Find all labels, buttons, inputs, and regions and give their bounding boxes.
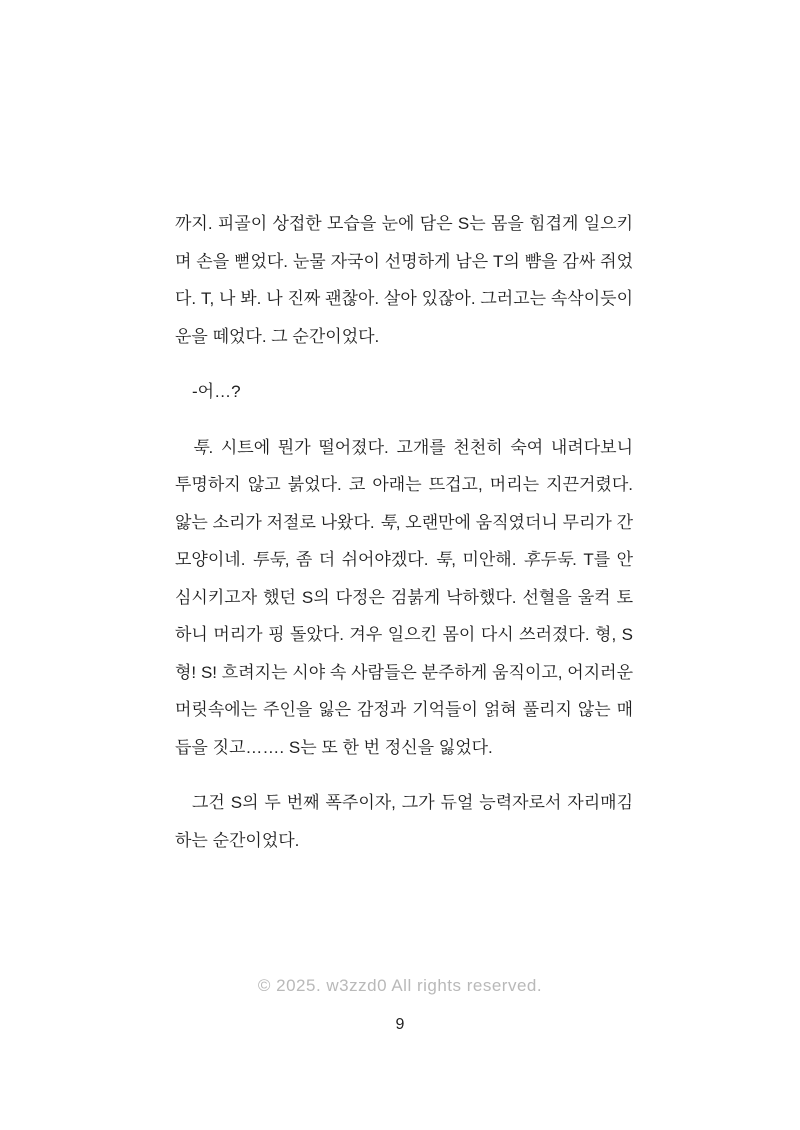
paragraph-text: . T를 안심시키고자 했던 S의 다정은 검붉게 낙하했다. 선혈을 울컥 토하니 머리가 핑 돌았다. 겨우 일으킨 몸이 다시 쓰러졌다. 형, S 형! S! 흐려지는 시야 속 사람들은 분주하게 움직이고, 어지러운 머릿속에는 주인을 잃은 감정과 기억들이 얽혀 풀리지 않는 매듭을 짓고……. S는 또 한 번 정신을 잃었다. (175, 550, 633, 757)
paragraph-text: 그건 S의 두 번째 폭주이자, 그가 듀얼 능력자로서 자리매김하는 순간이었다. (175, 793, 633, 850)
paragraph-text: , 미안해. (451, 550, 523, 569)
paragraph-text: -어…? (192, 382, 241, 401)
paragraph-text: , 오랜만에 움직였더니 무리가 간 모양이네. (175, 512, 633, 569)
sfx-word: 툭 (379, 512, 396, 532)
sfx-word: 후두둑 (522, 550, 573, 569)
body-text-block (175, 205, 633, 859)
paragraph (175, 429, 633, 767)
sfx-word: 투둑 (251, 550, 285, 569)
paragraph-text: 까지. 피골이 상접한 모습을 눈에 담은 S는 몸을 힘겹게 일으키며 손을 뻗었다. 눈물 자국이 선명하게 남은 T의 뺨을 감싸 쥐었다. T, 나 봐. 나 진짜 괜찮아. 살아 있잖아. 그러고는 속삭이듯이 운을 떼었다. 그 순간이었다. (175, 214, 633, 346)
paragraph-text: . 시트에 뭔가 떨어졌다. 고개를 천천히 숙여 내려다보니 투명하지 않고 붉었다. 코 아래는 뜨겁고, 머리는 지끈거렸다. 앓는 소리가 저절로 나왔다. (175, 437, 633, 532)
sfx-word: 툭 (434, 550, 452, 569)
paragraph (175, 784, 633, 859)
page-number: 9 (395, 1016, 405, 1033)
paragraph-text: , 좀 더 쉬어야겠다. (284, 550, 435, 569)
paragraph (175, 205, 633, 355)
paragraph (175, 373, 633, 411)
sfx-word: 툭 (192, 437, 209, 457)
copyright-notice: © 2025. w3zzd0 All rights reserved. (257, 976, 543, 995)
